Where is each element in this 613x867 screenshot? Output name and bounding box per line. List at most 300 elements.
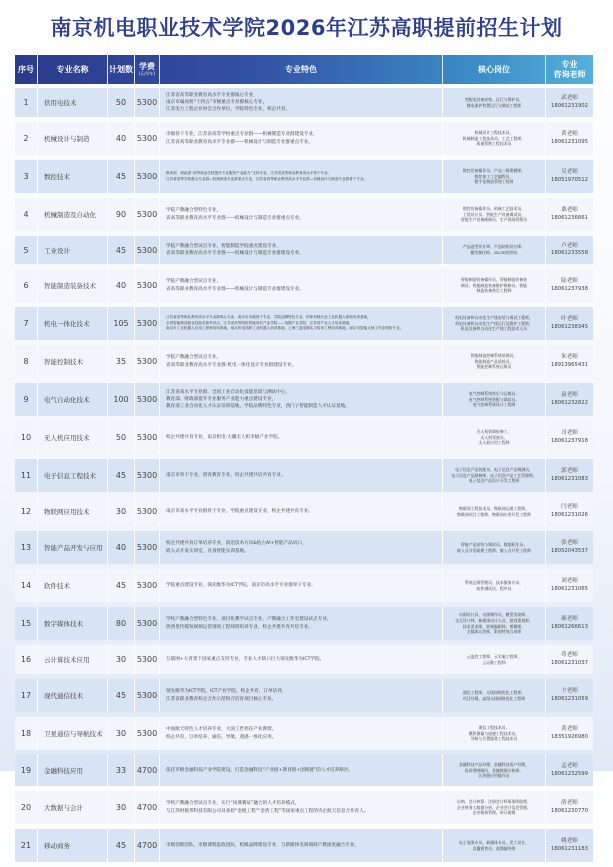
position-line: 导航与位置服务工程技术员 (470, 736, 518, 742)
tuition-fee: 5300 (135, 236, 160, 264)
position-line: 调员、智能制造装备维护维修员、智能 (460, 282, 528, 288)
core-positions (443, 236, 546, 264)
row-number: 5 (15, 236, 38, 264)
position-line: 物联网工程技术员、物联网运维工程师、 (458, 505, 530, 511)
table-row (15, 383, 593, 416)
plan-count: 45 (108, 236, 135, 264)
row-number: 7 (15, 307, 38, 340)
header-no: 序号 (15, 55, 38, 84)
feature-line: 江苏电力工程企业协会合作单位，学院特色专业，校企共育。 (166, 107, 291, 113)
position-line: 机械设计工程技术员， (474, 129, 514, 135)
teacher-name: 孟老师 (561, 763, 578, 770)
position-line: 动画设计员、动画制作员、模型渲染师、 (458, 611, 530, 617)
consult-teacher (546, 236, 593, 264)
consult-teacher (546, 122, 593, 155)
feature-line: 校企共育，订单培养，通信、导航、遥感一体化应用。 (166, 734, 277, 740)
position-line: 全媒体运营师、影视特效合成师 (466, 629, 522, 635)
table-header (15, 55, 593, 84)
major-features (160, 236, 443, 264)
plan-count: 33 (108, 755, 135, 786)
core-positions (443, 755, 546, 786)
major-name: 供用电技术 (38, 88, 108, 117)
core-positions (443, 607, 546, 640)
tuition-fee: 5300 (135, 88, 160, 117)
consult-teacher (546, 383, 593, 416)
position-line: 物联网项目工程师、物联网应用开发工程师 (457, 511, 531, 517)
teacher-name: 郝老师 (561, 616, 578, 623)
position-line: 无人机应用工程师 (478, 440, 510, 446)
position-line: 变配电设备安装、运行与维护员， (464, 96, 524, 102)
row-number: 16 (15, 645, 38, 674)
consult-teacher (546, 791, 593, 824)
plan-count: 30 (108, 717, 135, 750)
header-teacher-line1: 专业 (561, 59, 578, 69)
position-line: 企业财务大数据分析、企业会计信息管理、 (457, 804, 531, 810)
tuition-fee: 5300 (135, 160, 160, 193)
teacher-name: 袁老师 (561, 392, 578, 399)
row-number: 19 (15, 755, 38, 786)
teacher-phone: 18061231183 (550, 845, 589, 852)
position-line: 智能制造装备操作员、智能制造装备装 (460, 276, 528, 282)
header-features: 专业特色 (160, 55, 443, 84)
table-row (15, 679, 593, 712)
table-row (15, 645, 593, 674)
major-features (160, 345, 443, 378)
core-positions (443, 88, 546, 117)
major-name: 卫星通信与导航技术 (38, 717, 108, 750)
major-name: 金融科技应用 (38, 755, 108, 786)
consult-teacher (546, 679, 593, 712)
table-row (15, 198, 593, 231)
position-line: 电气控制系统售后与运维员、 (468, 390, 520, 396)
row-number: 3 (15, 160, 38, 193)
consult-teacher (546, 459, 593, 492)
table-row (15, 717, 593, 750)
consult-teacher (546, 717, 593, 750)
consult-teacher (546, 755, 593, 786)
position-line: 工装设计员、智能生产设备调试员、 (462, 211, 526, 217)
major-features (160, 421, 443, 454)
header-plan: 计划数 (108, 55, 135, 84)
row-number: 6 (15, 269, 38, 302)
feature-line: 省高等职业教育高水平专业群——机械设计与制造专业群建设专业。 (166, 286, 304, 292)
position-line: 直播销售员、视频编导师 (472, 845, 516, 851)
major-features (160, 88, 443, 117)
teacher-phone: 18061231037 (550, 659, 589, 666)
row-number: 18 (15, 717, 38, 750)
tuition-fee: 5300 (135, 122, 160, 155)
feature-line: 全国智能制造职业技能竞赛考试点，江苏省高等院校智能现代产业学院——电梯产业学院，江苏省产业人才培训基地， (166, 320, 353, 325)
teacher-phone: 18061231083 (550, 475, 589, 482)
table-row (15, 459, 593, 492)
row-number: 12 (15, 497, 38, 526)
teacher-phone: 18351926980 (550, 733, 589, 740)
teacher-phone: 18061231065 (550, 585, 589, 592)
tuition-fee: 4700 (135, 755, 160, 786)
table-row (15, 497, 593, 526)
plan-count: 40 (108, 531, 135, 564)
tuition-fee: 5300 (135, 645, 160, 674)
plan-count: 45 (108, 569, 135, 602)
major-name: 电气自动化技术 (38, 383, 108, 416)
teacher-name: 闫老师 (561, 504, 578, 511)
position-line: 无人机驾驶员， (480, 434, 508, 440)
core-positions (443, 497, 546, 526)
feature-line: 江苏省高等学校重点专业群—机械制造专业群重点专业，江苏省高等职业教育高水平专业群—机械设计与制造专业群骨干专业。 (166, 176, 368, 181)
enrollment-plan-table (15, 55, 593, 867)
tuition-fee: 5300 (135, 497, 160, 526)
teacher-name: 吴老师 (561, 169, 578, 176)
core-positions (443, 531, 546, 564)
plan-count: 100 (108, 383, 135, 416)
major-features (160, 645, 443, 674)
position-line: 电气控制系统装配与调试员、 (468, 396, 520, 402)
feature-line: 学校产教融合型试点专业，实行“岗课赛证”融合的人才培养模式， (166, 801, 300, 807)
major-name: 物联网应用技术 (38, 497, 108, 526)
consult-teacher (546, 88, 593, 117)
feature-line: 互联网+大背景下国家重点支持专业，专业人才缺口巨大领先级华为ICT学院。 (166, 656, 325, 662)
tuition-fee: 4700 (135, 791, 160, 824)
table-row (15, 236, 593, 264)
header-fee-label: 学费 (139, 62, 155, 72)
row-number: 14 (15, 569, 38, 602)
teacher-phone: 18061233558 (550, 250, 589, 257)
major-features (160, 160, 443, 193)
position-line: 质量管理工程技术员 (476, 141, 512, 147)
major-name: 机电一体化技术 (38, 307, 108, 340)
major-name: 工业设计 (38, 236, 108, 264)
core-positions (443, 307, 546, 340)
major-features (160, 679, 443, 712)
position-line: 智能产品安装与调试员、数据标注员、 (460, 541, 528, 547)
major-name: 大数据与会计 (38, 791, 108, 824)
row-number: 11 (15, 459, 38, 492)
consult-teacher (546, 531, 593, 564)
major-features (160, 829, 443, 862)
position-line: 软件测试员、程序员 (476, 585, 512, 591)
position-line: 通信工程技术员、 (478, 724, 510, 730)
core-positions (443, 679, 546, 712)
feature-line: 江苏省高等职业教育高水平专业群——机械设计与制造专业群重点专业。 (166, 139, 314, 145)
position-line: 数控设备操作员、产品三维建模师， (462, 167, 526, 173)
tuition-fee: 5300 (135, 383, 160, 416)
teacher-phone: 18052043537 (550, 547, 589, 554)
plan-count: 30 (108, 645, 135, 674)
teacher-name: 朱老师 (561, 354, 578, 361)
feature-line: 江苏省高水平专业群，全国工业自动化技能培训与测试中心， (166, 389, 291, 395)
position-line: 系统运维管理员、技术服务专员、 (464, 579, 524, 585)
tuition-fee: 5300 (135, 198, 160, 231)
major-features (160, 717, 443, 750)
page-title: 南京机电职业技术学院2026年江苏高职提前招生计划 (50, 16, 563, 40)
feature-line: 学院产教融合型特色专业， (166, 208, 222, 214)
teacher-phone: 18061237918 (550, 437, 589, 444)
table-row (15, 307, 593, 340)
core-positions (443, 160, 546, 193)
position-line: 云监控工程师、云实施工程师、 (466, 653, 522, 659)
feature-line: 省高等职业教育高水平专业群-机电一体化设计专业群建设专业。 (166, 362, 297, 368)
row-number: 8 (15, 345, 38, 378)
tuition-fee: 5300 (135, 269, 160, 302)
feature-line: 市级创新团队，市级课程思政团队，校级品牌建设专业，与新媒体电商领域产教深度融合专业。 (166, 842, 359, 848)
table-row (15, 269, 593, 302)
plan-count: 90 (108, 198, 135, 231)
teacher-name: 姚老师 (561, 838, 578, 845)
position-line: 交互设计师、新媒体设计人员、游戏策划师、 (455, 617, 533, 623)
consult-teacher (546, 269, 593, 302)
plan-count: 40 (108, 269, 135, 302)
tuition-fee: 5300 (135, 459, 160, 492)
position-line: 机械制造工程技术员、工艺工程师， (462, 135, 526, 141)
core-positions (443, 122, 546, 155)
row-number: 4 (15, 198, 38, 231)
position-line: 数控设备操作员、机械工艺技术员、 (462, 205, 526, 211)
consult-teacher (546, 497, 593, 526)
feature-line: 中国航天特色人才培养专业，大国工匠担任产业教授， (166, 727, 277, 733)
teacher-phone: 18061232822 (550, 399, 589, 406)
feature-line: 依托市级金融科技产业学院建设，打造金融科技“产业链+教育链+创新链”的人才培养路径。 (166, 767, 354, 773)
table-row (15, 531, 593, 564)
position-line: 继电保护装置运行与调试工程师 (466, 102, 522, 108)
core-positions (443, 459, 546, 492)
table-row (15, 829, 593, 862)
teacher-name: 张老师 (561, 540, 578, 547)
feature-line: 省高等职业教育高水平专业群——机械设计与制造专业群重点专业。 (166, 215, 304, 221)
plan-count: 30 (108, 497, 135, 526)
consult-teacher (546, 345, 593, 378)
teacher-phone: 18061231026 (550, 511, 589, 518)
teacher-name: 叶老师 (561, 316, 578, 323)
core-positions (443, 269, 546, 302)
position-line: 智能制造控制系统装调员， (470, 352, 518, 358)
consult-teacher (546, 198, 593, 231)
row-number: 13 (15, 531, 38, 564)
major-name: 智能制造装备技术 (38, 269, 108, 302)
position-line: 电子商务专员、新媒体专员、美工设计、 (458, 839, 530, 845)
major-name: 云计算技术应用 (38, 645, 108, 674)
table-body (15, 88, 593, 862)
position-line: 企业税务管理、审计助理 (472, 810, 516, 816)
position-line: 智能生产设备维修员、生产现场管理员 (460, 217, 528, 223)
teacher-phone: 18061232599 (550, 770, 589, 777)
feature-line: 南京市高水平专业群骨干专业，学院重点建设专业，校企共建共育专业。 (166, 508, 314, 514)
core-positions (443, 383, 546, 416)
core-positions (443, 791, 546, 824)
plan-count: 45 (108, 829, 135, 862)
major-name: 移动商务 (38, 829, 108, 862)
major-name: 智能控制技术 (38, 345, 108, 378)
major-features (160, 497, 443, 526)
core-positions (443, 645, 546, 674)
feature-line: 市级骨干专业，江苏省高等学校重点专业群——机械制造专业群建设专业， (166, 132, 318, 138)
teacher-name: 司老师 (561, 430, 578, 437)
feature-line: 南京市骨干专业，创客教育专业，校企共建共培共育专业。 (166, 472, 286, 478)
position-line: 区块链应用操作员 (478, 773, 510, 779)
tuition-fee: 5300 (135, 421, 160, 454)
feature-line: 嵌入式开发实训室，具身智能实训基地。 (166, 548, 249, 554)
position-line: 电气控制系统设计工程师 (472, 402, 516, 408)
table-row (15, 755, 593, 786)
major-features (160, 383, 443, 416)
major-features (160, 607, 443, 640)
position-line: 技术美术师、影视编辑师、剪辑师、 (462, 623, 526, 629)
position-line: 出纳、会计核算、注册会计师事务所助理、 (457, 798, 531, 804)
major-name: 软件技术 (38, 569, 108, 602)
consult-teacher (546, 645, 593, 674)
row-number: 17 (15, 679, 38, 712)
major-name: 电子信息工程技术 (38, 459, 108, 492)
plan-count: 45 (108, 459, 135, 492)
major-features (160, 531, 443, 564)
feature-line: 校企共建共育专业，南京机电·大疆无人机市级产业学院。 (166, 434, 283, 440)
row-number: 1 (15, 88, 38, 117)
teacher-name: 黄老师 (561, 131, 578, 138)
feature-line: 南京市属高校“十四五”市级重点专业群核心专业， (166, 99, 268, 105)
major-name: 机械制造及自动化 (38, 198, 108, 231)
table-row (15, 791, 593, 824)
position-line: 嵌入式开发助理工程师、嵌入式开发工程师 (457, 547, 531, 553)
tuition-fee: 5300 (135, 717, 160, 750)
position-line: 模型制作师、2D/3D绘图员 (470, 250, 518, 255)
consult-teacher (546, 160, 593, 193)
tuition-fee: 5300 (135, 345, 160, 378)
position-line: 电子信息产品维修师、电子信息产品工艺管理师， (451, 472, 537, 478)
position-line: 云运维工程师 (482, 659, 506, 665)
position-line: 摄影测量与遥感工程技术员、 (468, 730, 520, 736)
row-number: 21 (15, 829, 38, 862)
teacher-phone: 18051970512 (550, 176, 589, 183)
table-row (15, 160, 593, 193)
row-number: 10 (15, 421, 38, 454)
position-line: 项目经理、高级无线网络优化工程师 (462, 695, 526, 701)
feature-line: 与江苏财税邦科技有限公司及承担“金税工程”“金盾工程”等国家重点工程的央企航天信息合作育人。 (166, 808, 369, 814)
position-line: 制造装备售后工程师 (476, 288, 512, 294)
teacher-phone: 18061238345 (550, 323, 589, 330)
feature-line: 领先级华为ICT学院，ICT产业学院，校企共育，订单培养， (166, 689, 287, 695)
table-row (15, 421, 593, 454)
feature-line: 学院重点建设专业，领先级华为ICT学院，南京市高水平专业群骨干专业。 (166, 582, 316, 588)
major-name: 数控技术 (38, 160, 108, 193)
teacher-name: 陆老师 (561, 278, 578, 285)
plan-count: 40 (108, 122, 135, 155)
major-name: 现代通信技术 (38, 679, 108, 712)
row-number: 9 (15, 383, 38, 416)
teacher-name: 黄老师 (561, 726, 578, 733)
teacher-name: 武老师 (561, 95, 578, 102)
table-row (15, 88, 593, 117)
major-features (160, 459, 443, 492)
teacher-name: 卞老师 (561, 688, 578, 695)
consult-teacher (546, 607, 593, 640)
major-name: 无人机应用技术 (38, 421, 108, 454)
teacher-name: 刘老师 (561, 578, 578, 585)
teacher-phone: 18913965431 (550, 361, 589, 368)
plan-count: 45 (108, 160, 135, 193)
feature-line: 学校产教融合型特色专业，项目化教学试点专业，产教融合工作室建设试点专业， (166, 617, 332, 623)
major-features (160, 198, 443, 231)
teacher-name: 卢老师 (561, 242, 578, 249)
teacher-phone: 18061231095 (550, 138, 589, 145)
header-positions: 核心岗位 (443, 55, 546, 84)
consult-teacher (546, 569, 593, 602)
row-number: 15 (15, 607, 38, 640)
position-line: 通信工程师、无线网络优化工程师、 (462, 689, 526, 695)
teacher-name: 荀老师 (561, 652, 578, 659)
core-positions (443, 421, 546, 454)
consult-teacher (546, 307, 593, 340)
position-line: 机电设备和自动化生产线工程技术人员 (460, 326, 528, 332)
consult-teacher (546, 421, 593, 454)
feature-line: 西西里传媒短视频运营现场工程师班培养专业，校企共建共育共培专业。 (166, 624, 314, 630)
major-features (160, 791, 443, 824)
major-name: 智能产品开发与应用 (38, 531, 108, 564)
feature-line: 江苏省职业教育校企合作示范组合培育项目核心专业。 (166, 696, 277, 702)
row-number: 2 (15, 122, 38, 155)
position-line: 智能制造产品质检员， (474, 358, 514, 364)
tuition-fee: 5300 (135, 307, 160, 340)
position-line: 机电设备和自动化生产线运行及维护工程师， (455, 320, 533, 326)
plan-count: 50 (108, 88, 135, 117)
header-name: 专业名称 (38, 55, 108, 84)
teacher-phone: 18061237938 (550, 285, 589, 292)
feature-line: 学院产教融合型试点专业， (166, 279, 222, 285)
core-positions (443, 345, 546, 378)
position-line: 数控加工工艺编程员， (474, 173, 514, 179)
plan-count: 80 (108, 607, 135, 640)
major-name: 数字媒体技术 (38, 607, 108, 640)
plan-count: 105 (108, 307, 135, 340)
position-line: 无人机装调检修工， (476, 428, 512, 434)
position-line: 智能控制系统运维员 (476, 364, 512, 370)
core-positions (443, 829, 546, 862)
feature-line: 教育部、财政部提升专业服务产业能力重点建设专业， (166, 396, 277, 402)
feature-line: 学院产教融合型试点专业， (166, 355, 222, 361)
major-features (160, 122, 443, 155)
tuition-fee: 5300 (135, 679, 160, 712)
feature-line: 校企共建共育订单培养专业，前沿技术方向&抢占AI+智能产品风口， (166, 541, 307, 547)
major-features (160, 569, 443, 602)
table-row (15, 122, 593, 155)
feature-line: 学院产教融合型试点专业，智能制造学院重点建设专业， (166, 243, 281, 249)
plan-count: 30 (108, 791, 135, 824)
core-positions (443, 198, 546, 231)
position-line: 数字化制造管理工程师 (474, 179, 514, 185)
teacher-name: 郭老师 (561, 468, 578, 475)
position-line: 机电设备和自动化生产线安装与调试工程师， (455, 314, 533, 320)
feature-line: 江苏省高等职业教育高水平专业群核心专业， (166, 92, 258, 98)
consult-teacher (546, 829, 593, 862)
position-line: 产品造型设计师、产品结构设计师、 (462, 244, 526, 250)
table-row (15, 607, 593, 640)
tuition-fee: 5300 (135, 607, 160, 640)
table-row (15, 569, 593, 602)
feature-line: 教育部工业自动化人才认证培训基地，学院品牌特色专业，西门子智能制造人才认证基地。 (166, 404, 350, 410)
position-line: 投资理财顾问、金融数据分析师、 (464, 767, 524, 773)
feature-line: 省高等职业教育高水平专业群——机械设计与制造专业群建设专业。 (166, 251, 304, 256)
header-teacher (546, 55, 593, 84)
feature-line: 教育部、财政部“高等职业学校提升专业服务产业能力”支持专业，江苏省高等职业教育高水平骨干专业， (166, 171, 332, 176)
position-line: 电子信息产品装配员、电子信息产品调测员， (455, 466, 533, 472)
plan-count: 45 (108, 679, 135, 712)
feature-line: 南京市工业机器人应用工程师培训基地，南京机电高职工业机器人培训基地，上海三菱电梯实习培训工程培训基地，南京市智能大师工作室领衔专业。 (166, 326, 404, 331)
teacher-phone: 18061236661 (550, 214, 589, 221)
row-number: 20 (15, 791, 38, 824)
major-features (160, 307, 443, 340)
header-fee-unit: (元/学年) (138, 70, 156, 76)
major-features (160, 269, 443, 302)
teacher-phone: 18061230770 (550, 807, 589, 814)
core-positions (443, 717, 546, 750)
